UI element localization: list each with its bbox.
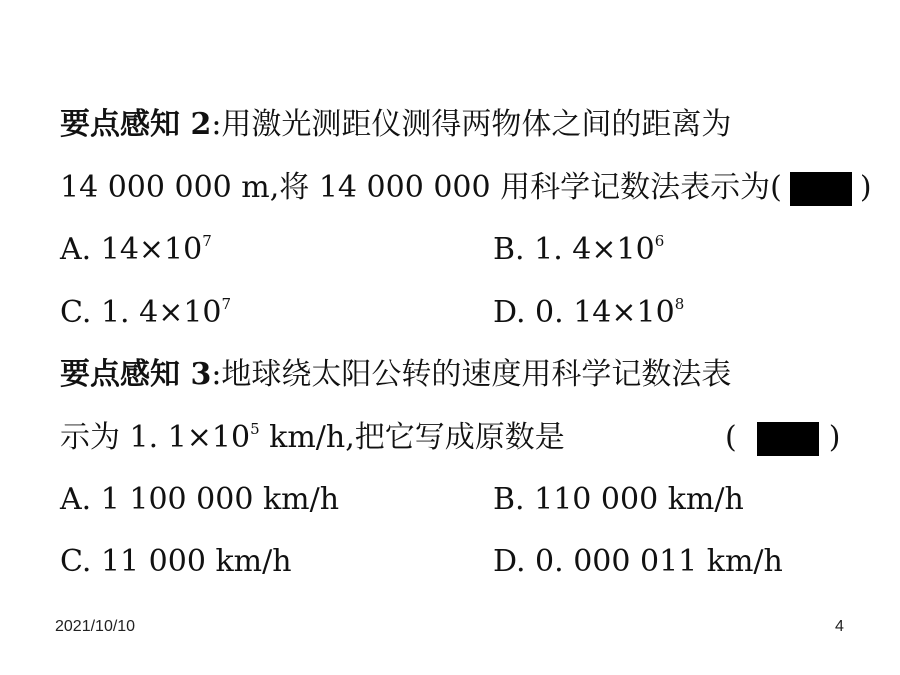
q2-option-d-exp: 8 — [674, 295, 685, 313]
q3-answer-bracket — [725, 418, 840, 458]
q3-text-line1: :地球绕太阳公转的速度用科学记数法表 — [211, 357, 732, 392]
q2-text-line2: 14 000 000 m,将 14 000 000 用科学记数法表示为( — [60, 170, 782, 205]
answer-redaction-q2 — [790, 172, 852, 206]
q3-option-d: D. 0. 000 011 km/h — [493, 544, 783, 579]
q2-text-line1: :用激光测距仪测得两物体之间的距离为 — [211, 107, 732, 142]
answer-redaction-q3 — [757, 422, 819, 456]
q3-option-a: A. 1 100 000 km/h — [60, 482, 340, 517]
q2-line2 — [60, 168, 872, 208]
q2-line1 — [60, 105, 731, 145]
q2-option-a-exp: 7 — [202, 232, 212, 250]
footer-page-number: 4 — [835, 618, 844, 635]
q2-option-c-base: C. 1. 4×10 — [60, 295, 222, 330]
q2-paren-close: ) — [859, 170, 872, 205]
q2-option-b-exp: 6 — [654, 232, 665, 250]
q3-paren-open: ( — [725, 420, 737, 455]
q2-option-c — [60, 293, 231, 333]
q3-text-line2a: 示为 1. 1×10 — [60, 420, 251, 455]
q2-option-d-base: D. 0. 14×10 — [493, 295, 675, 330]
footer-date: 2021/10/10 — [55, 618, 136, 635]
q3-label: 要点感知 3 — [60, 357, 212, 392]
q2-label: 要点感知 2 — [60, 107, 212, 142]
q2-option-b-base: B. 1. 4×10 — [493, 232, 655, 267]
q2-option-c-exp: 7 — [221, 295, 232, 313]
q3-option-b: B. 110 000 km/h — [493, 482, 744, 517]
q3-paren-close: ) — [828, 420, 841, 455]
q3-option-c: C. 11 000 km/h — [60, 544, 292, 579]
q3-exp: 5 — [250, 420, 260, 438]
q3-line1 — [60, 355, 731, 395]
q2-option-b — [493, 230, 664, 270]
q3-text-line2b: km/h,把它写成原数是 — [259, 420, 565, 455]
q3-line2 — [60, 418, 565, 458]
q2-option-a-base: A. 14×10 — [60, 232, 203, 267]
q2-option-d — [493, 293, 684, 333]
q2-option-a — [60, 230, 212, 270]
